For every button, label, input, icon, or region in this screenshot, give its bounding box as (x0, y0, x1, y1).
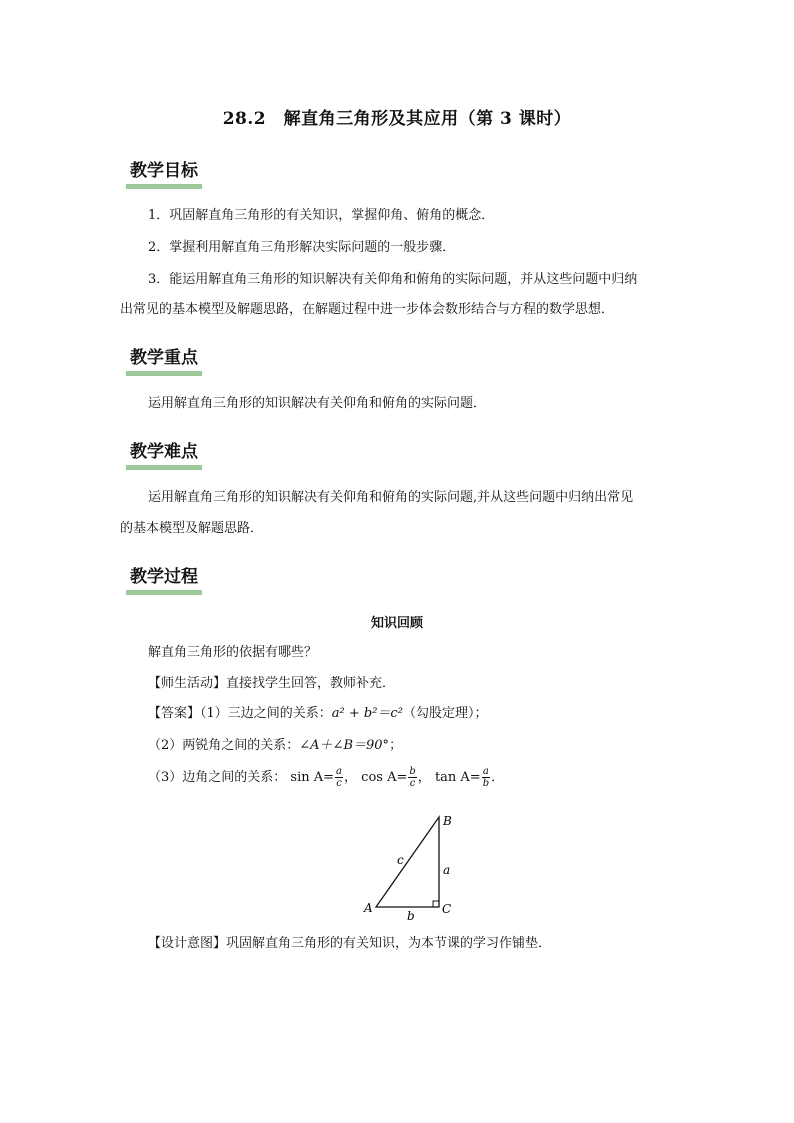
tan-fraction (482, 766, 490, 789)
section-heading-difficulties: 教学难点 (126, 441, 202, 470)
side-b-label: b (407, 909, 415, 922)
cos-numerator: b (409, 766, 416, 777)
tan-denominator: b (482, 778, 490, 789)
answer-1-suffix: （勾股定理）； (402, 706, 488, 721)
cos-fraction (408, 766, 416, 789)
separator-1: ， (344, 770, 358, 785)
vertex-a-label: A (364, 901, 373, 915)
goal-item-2: 2．掌握利用解直角三角形解决实际问题的一般步骤． (148, 240, 456, 255)
side-c-label: c (397, 853, 404, 867)
difficulties-line-1: 运用解直角三角形的知识解决有关仰角和俯角的实际问题,并从这些问题中归纳出常见 (148, 490, 634, 505)
answer-3-prefix: （3）边角之间的关系： (148, 770, 287, 785)
answer-line-3 (148, 766, 504, 789)
cos-denominator: c (409, 778, 416, 789)
goal-item-3-line-1: 3．能运用解直角三角形的知识解决有关仰角和俯角的实际问题，并从这些问题中归纳 (148, 272, 638, 287)
answer-line-1 (148, 704, 487, 724)
sin-denominator: c (336, 778, 342, 789)
subheading-knowledge-review: 知识回顾 (370, 616, 423, 631)
goal-item-3-line-2: 出常见的基本模型及解题思路，在解题过程中进一步体会数形结合与方程的数学思想． (120, 302, 615, 317)
teacher-student-activity: 【师生活动】直接找学生回答，教师补充． (148, 676, 396, 691)
triangle-outline (376, 817, 439, 907)
cos-label: cos A= (361, 770, 408, 785)
tan-label: tan A= (434, 770, 481, 785)
review-question: 解直角三角形的依据有哪些？ (148, 645, 318, 660)
end-period: ． (491, 770, 505, 785)
vertex-c-label: C (442, 902, 452, 916)
answer-line-2 (148, 736, 402, 756)
sin-label: sin A= (290, 770, 335, 785)
section-heading-process: 教学过程 (126, 566, 202, 595)
vertex-b-label: B (443, 814, 452, 828)
right-angle-marker (433, 901, 439, 907)
angle-sum-formula: ∠A＋∠B＝90° (299, 738, 390, 753)
key-points-text: 运用解直角三角形的知识解决有关仰角和俯角的实际问题． (148, 396, 487, 411)
section-heading-key-points: 教学重点 (126, 347, 202, 376)
document-title: 28.2 解直角三角形及其应用（第 3 课时） (222, 109, 572, 129)
right-triangle-diagram (360, 810, 460, 922)
sin-numerator: a (336, 766, 343, 777)
design-intent: 【设计意图】巩固解直角三角形的有关知识，为本节课的学习作铺垫． (148, 936, 552, 951)
answer-2-prefix: （2）两锐角之间的关系： (148, 738, 300, 753)
side-a-label: a (443, 863, 451, 877)
answer-1-prefix: 【答案】（1）三边之间的关系： (148, 706, 332, 721)
answer-2-suffix: ； (389, 738, 403, 753)
tan-numerator: a (482, 766, 489, 777)
section-heading-goals: 教学目标 (126, 160, 202, 189)
goal-item-1: 1．巩固解直角三角形的有关知识，掌握仰角、俯角的概念． (148, 208, 495, 223)
sin-fraction (335, 766, 343, 789)
pythagorean-formula: a² + b²＝c² (331, 706, 403, 721)
difficulties-line-2: 的基本模型及解题思路． (120, 521, 264, 536)
separator-2: ， (417, 770, 431, 785)
